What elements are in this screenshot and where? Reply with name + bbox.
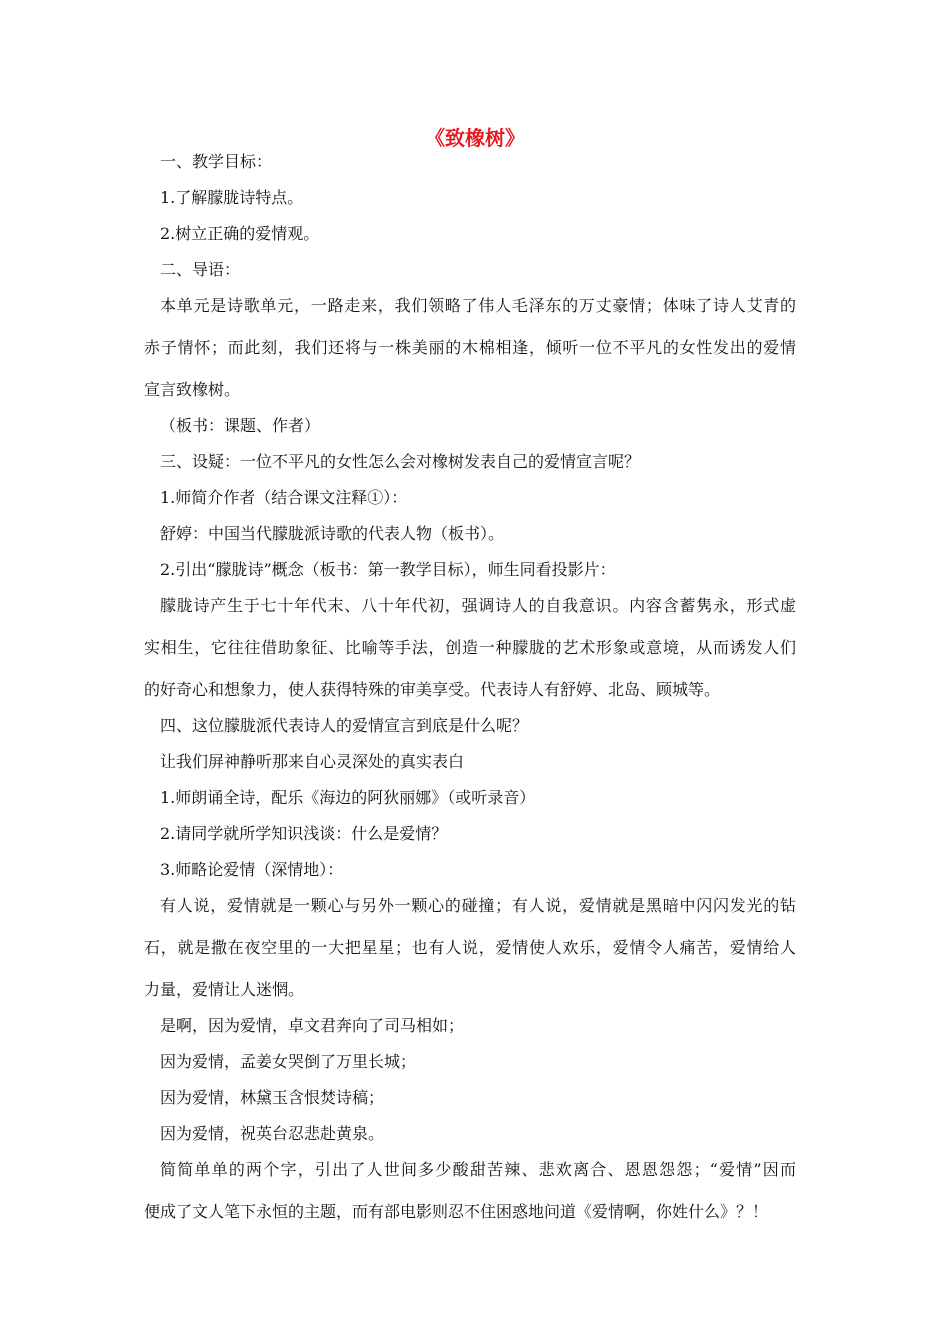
- verse-line: 因为爱情，祝英台忍悲赴黄泉。: [160, 1124, 385, 1143]
- verse-line: 因为爱情，孟姜女哭倒了万里长城；: [160, 1052, 417, 1071]
- goal-item-2: 2.树立正确的爱情观。: [160, 224, 320, 243]
- paragraph-line: 简简单单的两个字，引出了人世间多少酸甜苦辣、悲欢离合、恩恩怨怨；“爱情”因而: [160, 1160, 796, 1179]
- paragraph-line: 石，就是撒在夜空里的一大把星星；也有人说，爱情使人欢乐，爱情令人痛苦，爱情给人: [144, 938, 796, 957]
- paragraph-line: 宣言致橡树。: [144, 380, 241, 399]
- list-item: 2.引出“朦胧诗”概念（板书：第一教学目标），师生同看投影片：: [160, 560, 616, 579]
- list-item: 1.师简介作者（结合课文注释①）：: [160, 488, 408, 507]
- section-heading-goals: 一、教学目标：: [160, 152, 273, 171]
- list-item: 3.师略论爱情（深情地）：: [160, 860, 344, 879]
- list-item: 1.师朗诵全诗，配乐《海边的阿狄丽娜》（或听录音）: [160, 788, 536, 807]
- paragraph-line: 力量，爱情让人迷惘。: [144, 980, 305, 999]
- board-note: （板书：课题、作者）: [160, 416, 321, 435]
- paragraph-line: 便成了文人笔下永恒的主题，而有部电影则忍不住困惑地问道《爱情啊，你姓什么》？！: [144, 1202, 769, 1221]
- section-heading-question: 三、设疑：一位不平凡的女性怎么会对橡树发表自己的爱情宣言呢？: [160, 452, 641, 471]
- paragraph-line: 朦胧诗产生于七十年代末、八十年代初，强调诗人的自我意识。内容含蓄隽永，形式虚: [160, 596, 796, 615]
- document-title: 《致橡树》: [425, 126, 525, 150]
- paragraph-line: 本单元是诗歌单元，一路走来，我们领略了伟人毛泽东的万丈豪情；体味了诗人艾青的: [160, 296, 796, 315]
- list-item: 让我们屏神静听那来自心灵深处的真实表白: [160, 752, 465, 771]
- paragraph-line: 赤子情怀；而此刻，我们还将与一株美丽的木棉相逢，倾听一位不平凡的女性发出的爱情: [144, 338, 796, 357]
- list-item: 2.请同学就所学知识浅谈：什么是爱情？: [160, 824, 448, 843]
- list-item: 舒婷：中国当代朦胧派诗歌的代表人物（板书）。: [160, 524, 505, 543]
- verse-line: 是啊，因为爱情，卓文君奔向了司马相如；: [160, 1016, 465, 1035]
- paragraph-line: 实相生，它往往借助象征、比喻等手法，创造一种朦胧的艺术形象或意境，从而诱发人们: [144, 638, 796, 657]
- paragraph-line: 有人说，爱情就是一颗心与另外一颗心的碰撞；有人说，爱情就是黑暗中闪闪发光的钻: [160, 896, 796, 915]
- verse-line: 因为爱情，林黛玉含恨焚诗稿；: [160, 1088, 385, 1107]
- goal-item-1: 1.了解朦胧诗特点。: [160, 188, 304, 207]
- section-heading-intro: 二、导语：: [160, 260, 241, 279]
- section-heading-declaration: 四、这位朦胧派代表诗人的爱情宣言到底是什么呢？: [160, 716, 529, 735]
- paragraph-line: 的好奇心和想象力，使人获得特殊的审美享受。代表诗人有舒婷、北岛、顾城等。: [144, 680, 721, 699]
